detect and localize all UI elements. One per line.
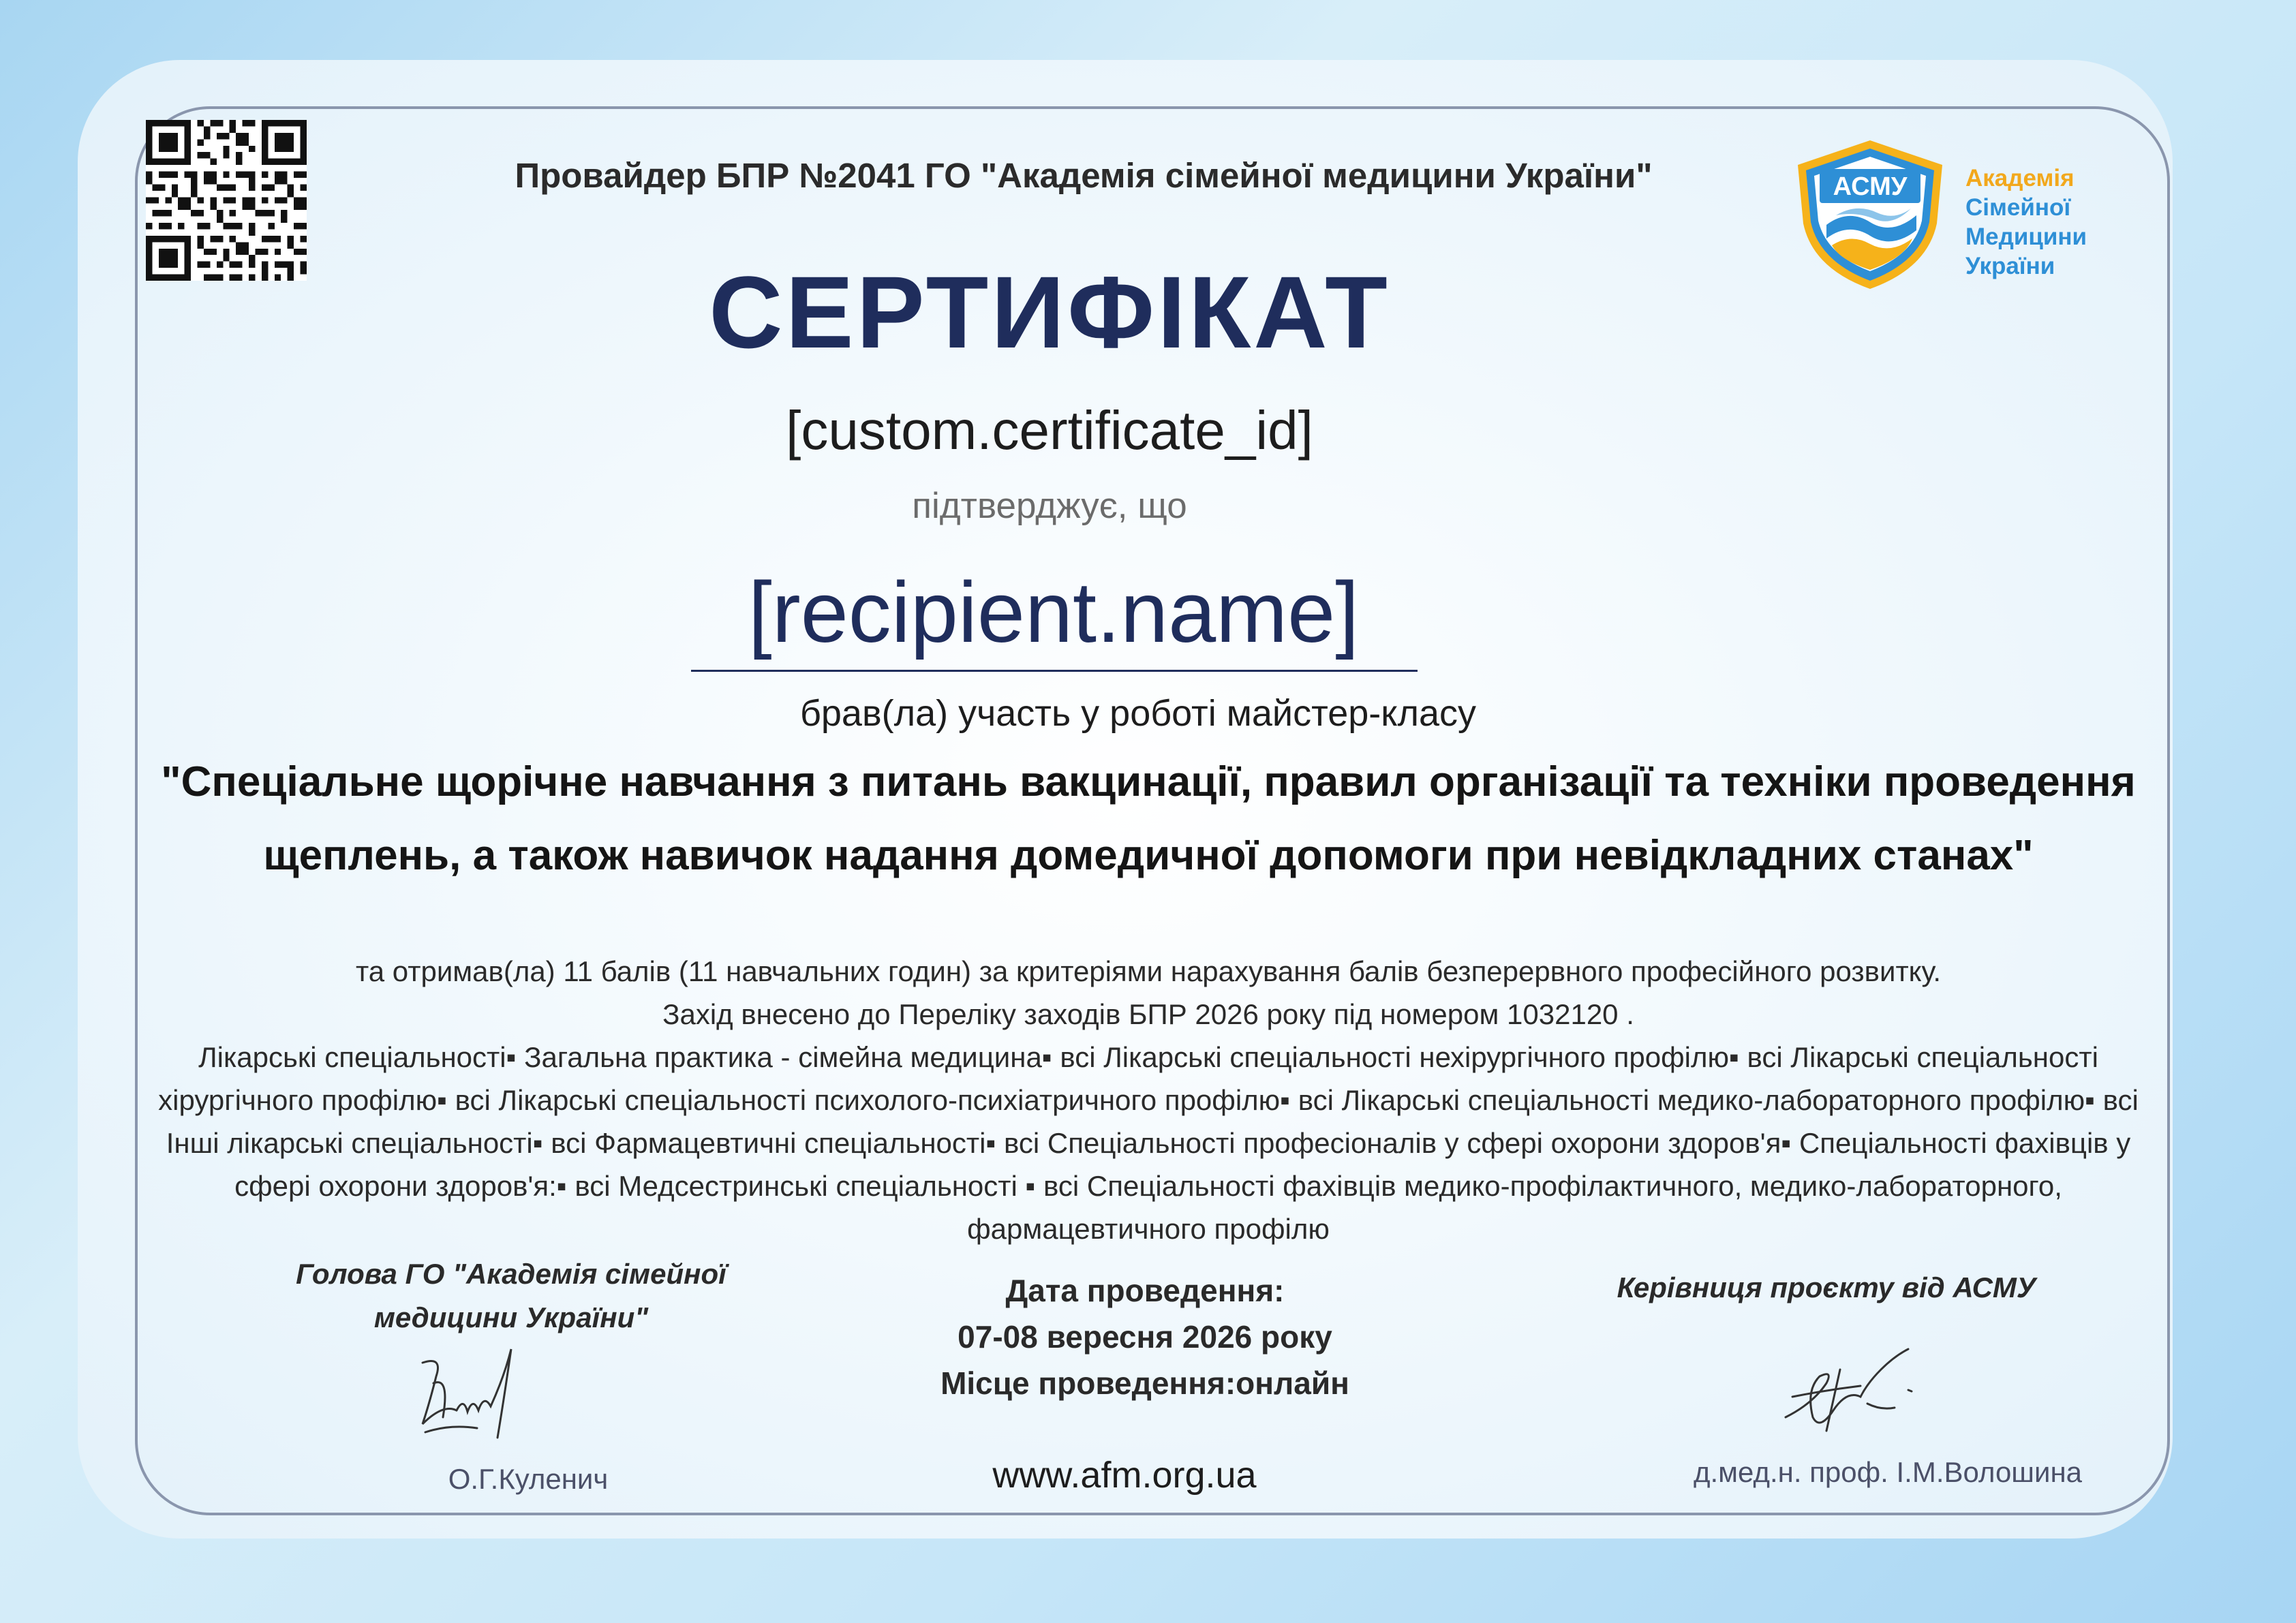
event-title: "Спеціальне щорічне навчання з питань вакцинації, правил організації та техніки проведення щеплень, а також навичок надання домедичної допомоги при невідкладних станах"	[161, 758, 2136, 879]
date-label: Дата проведення:	[1005, 1273, 1285, 1308]
website-link[interactable]: www.afm.org.ua	[992, 1455, 1257, 1496]
qr-code	[146, 120, 307, 281]
participation-text: брав(ла) участь у роботі майстер-класу	[799, 693, 1477, 734]
head-title: Голова ГО "Академія сімейної медицини України"	[296, 1258, 726, 1333]
logo-line-2: Сімейної	[1965, 194, 2071, 221]
register-text: Захід внесено до Переліку заходів БПР 2026 року під номером 1032120 .	[662, 998, 1634, 1030]
logo-line-1: Академія	[1965, 165, 2075, 191]
event-place: Місце проведення:онлайн	[940, 1365, 1349, 1401]
lead-title: Керівниця проєкту від АСМУ	[1617, 1271, 2036, 1303]
asmu-logo-icon	[1791, 135, 1949, 293]
recipient-name: [recipient.name]	[748, 564, 1360, 660]
logo-line-4: України	[1965, 253, 2055, 279]
logo-text	[1965, 164, 2087, 281]
date-value: 07-08 вересня 2026 року	[958, 1319, 1332, 1355]
logo-abbr: АСМУ	[1833, 172, 1908, 201]
provider-line: Провайдер БПР №2041 ГО "Академія сімейної медицини України"	[515, 156, 1653, 195]
specialties-text: Лікарські спеціальності▪ Загальна практика - сімейна медицина▪ всі Лікарські спеціальності нехірургічного профілю▪ всі Лікарські спеціальності хірургічного профілю▪ всі Лікарські спеціальності психолого-психіатричного профілю▪ всі Лікарські спеціальності медико-лабораторного профілю▪ всі Інші лікарські спеціальності▪ всі Фармацевтичні спеціальності▪ всі Спеціальності професіоналів у сфері охорони здоров'я▪ Спеціальності фахівців у сфері охорони здоров'я:▪ всі Медсестринські спеціальності ▪ всі Спеціальності фахівців медико-профілактичного, медико-лабораторного, фармацевтичного профілю	[158, 1041, 2139, 1245]
points-text: та отримав(ла) 11 балів (11 навчальних годин) за критеріями нарахування балів безперервного професійного розвитку.	[356, 955, 1941, 987]
head-name: О.Г.Куленич	[448, 1463, 609, 1495]
confirms-text: підтверджує, що	[912, 486, 1187, 526]
event-date-block	[879, 1267, 1411, 1406]
certificate-id: [custom.certificate_id]	[786, 400, 1313, 461]
lead-name: д.мед.н. проф. І.М.Волошина	[1693, 1456, 2083, 1488]
details-block	[150, 950, 2147, 1250]
signature-right	[1772, 1342, 1935, 1444]
certificate-title: СЕРТИФІКАТ	[709, 255, 1390, 369]
logo-line-3: Медицини	[1965, 223, 2087, 250]
recipient-underline	[691, 670, 1418, 672]
signature-left	[402, 1335, 538, 1451]
